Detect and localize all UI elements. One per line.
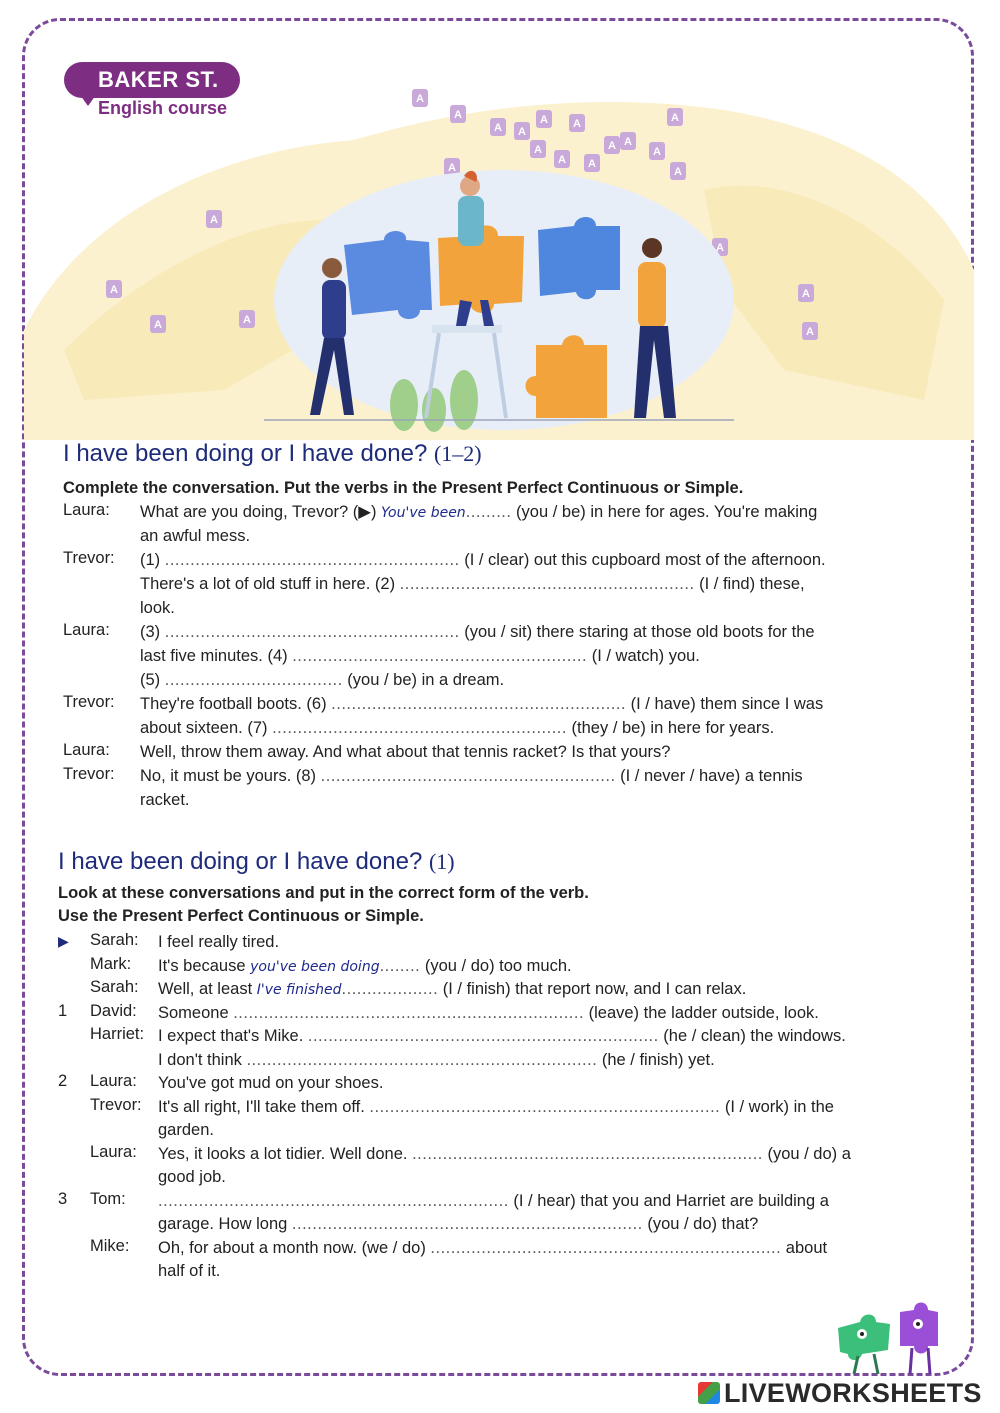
- dialogue-line: [140, 741, 670, 763]
- speaker-label: Harriet:: [90, 1025, 145, 1043]
- map-marker-label: A: [534, 144, 542, 156]
- verb-hint: (you / sit) there staring at those old boots for the: [459, 623, 815, 641]
- map-marker-label: A: [806, 326, 814, 338]
- dialogue-line: [140, 525, 250, 547]
- line-text: (1): [140, 551, 165, 569]
- line-text: an awful mess.: [140, 527, 251, 545]
- answer-blank[interactable]: .....................................................................: [430, 1238, 782, 1257]
- dialogue-line: [158, 1237, 827, 1259]
- dialogue-line: [158, 1096, 834, 1118]
- dialogue-line: [140, 789, 190, 811]
- liveworksheets-brand: [698, 1378, 982, 1409]
- speaker-label: Trevor:: [63, 765, 115, 783]
- line-text: half of it.: [158, 1262, 221, 1280]
- dialogue-line: [158, 978, 746, 1001]
- answer-blank[interactable]: .....................................................................: [412, 1144, 763, 1163]
- line-text: Someone: [158, 1003, 234, 1022]
- line-text: garden.: [158, 1121, 214, 1139]
- speaker-label: Sarah:: [90, 931, 139, 949]
- line-text: What are you doing, Trevor? (▶): [140, 503, 382, 521]
- dialogue-line: [158, 1049, 715, 1071]
- line-text: good job.: [158, 1168, 226, 1186]
- speaker-label: Laura:: [90, 1142, 137, 1161]
- answer-text: You've been: [381, 505, 466, 521]
- verb-hint: (I / work) in the: [720, 1097, 834, 1116]
- map-marker-label: A: [243, 314, 251, 326]
- liveworksheets-logo-icon: [698, 1382, 720, 1404]
- line-text: about sixteen. (7): [140, 719, 273, 737]
- map-marker-label: A: [608, 140, 616, 152]
- line-text: You've got mud on your shoes.: [158, 1074, 384, 1092]
- exercise2-title: [58, 848, 455, 876]
- exercise2-range: (1): [428, 849, 455, 874]
- exercise2-title-text: I have been doing or I have done?: [58, 848, 423, 875]
- map-marker-label: A: [573, 118, 581, 130]
- speaker-label: Laura:: [63, 741, 110, 759]
- dialogue-line: [158, 931, 279, 953]
- line-text: There's a lot of old stuff in here. (2): [140, 575, 400, 593]
- line-text: They're football boots. (6): [140, 695, 332, 713]
- map-marker-label: A: [494, 122, 502, 134]
- item-number: 1: [58, 1001, 68, 1020]
- line-text: (5): [140, 671, 165, 689]
- dialogue-line: [158, 1025, 846, 1047]
- map-marker-label: A: [416, 93, 424, 105]
- speaker-label: Laura:: [63, 501, 110, 519]
- dialogue-line: [140, 765, 803, 787]
- answer-blank[interactable]: .....................................................................: [246, 1050, 598, 1069]
- verb-hint: (leave) the ladder outside, look.: [584, 1003, 819, 1022]
- answer-blank[interactable]: ..........................................................: [399, 575, 695, 593]
- speaker-label: Trevor:: [63, 693, 115, 711]
- dialogue-line: [140, 717, 774, 739]
- speaker-label: Laura:: [63, 621, 110, 639]
- map-marker-label: A: [653, 146, 661, 158]
- map-marker-label: A: [558, 154, 566, 166]
- map-marker-label: A: [716, 242, 724, 254]
- verb-hint: (I / have) them since I was: [626, 695, 824, 713]
- verb-hint: (you / be) in a dream.: [342, 671, 505, 689]
- answer-text: I've finished: [256, 982, 342, 998]
- verb-hint: (I / never / have) a tennis: [615, 767, 803, 785]
- verb-hint: (he / finish) yet.: [597, 1050, 715, 1069]
- dialogue-line: [158, 1213, 758, 1235]
- dialogue-line: [140, 693, 823, 715]
- answer-blank[interactable]: .....................................................................: [158, 1191, 509, 1210]
- map-marker-label: A: [802, 288, 810, 300]
- answer-blank[interactable]: .........: [465, 503, 512, 521]
- dialogue-line: [158, 1143, 851, 1165]
- answer-blank[interactable]: ........: [379, 956, 421, 975]
- dialogue-line: [140, 669, 504, 691]
- line-text: Well, throw them away. And what about that tennis racket? Is that yours?: [140, 743, 671, 761]
- speaker-label: Sarah:: [90, 978, 139, 996]
- item-number: ▶: [58, 933, 69, 949]
- map-marker-label: A: [448, 162, 456, 174]
- dialogue-line: [140, 501, 817, 524]
- exercise2-instructions-line1: Look at these conversations and put in the correct form of the verb.: [58, 884, 589, 902]
- map-marker-label: A: [674, 166, 682, 178]
- line-text: garage. How long: [158, 1215, 292, 1233]
- answer-text: you've been doing: [250, 958, 380, 975]
- puzzle-piece-blue-left: [344, 231, 432, 319]
- verb-hint: (I / hear) that you and Harriet are building a: [508, 1191, 829, 1210]
- answer-blank[interactable]: ...................................: [164, 671, 343, 689]
- verb-hint: about: [781, 1238, 828, 1257]
- dialogue-line: [140, 573, 805, 595]
- map-marker-label: A: [588, 158, 596, 170]
- dialogue-line: [158, 1002, 819, 1024]
- line-text: last five minutes. (4): [140, 647, 293, 665]
- dialogue-line: [158, 1260, 220, 1282]
- exercise1-title: [63, 440, 482, 468]
- logo-subtitle: English course: [98, 98, 228, 118]
- speaker-label: Trevor:: [63, 549, 115, 567]
- answer-blank[interactable]: ..........................................................: [292, 647, 588, 665]
- line-text: look.: [140, 599, 175, 617]
- answer-blank[interactable]: .....................................................................: [369, 1097, 721, 1116]
- speaker-label: Trevor:: [90, 1095, 142, 1114]
- map-marker-label: A: [671, 112, 679, 124]
- line-text: Oh, for about a month now. (we / do): [158, 1238, 431, 1257]
- line-text: I feel really tired.: [158, 933, 280, 951]
- dialogue-line: [140, 597, 175, 619]
- line-text: It's because: [158, 956, 251, 975]
- verb-hint: (they / be) in here for years.: [566, 719, 775, 737]
- logo-brand: BAKER ST.: [64, 62, 240, 98]
- liveworksheets-wordmark: LIVEWORKSHEETS: [724, 1378, 982, 1408]
- line-text: Yes, it looks a lot tidier. Well done.: [158, 1144, 413, 1163]
- verb-hint: (I / finish) that report now, and I can relax.: [438, 980, 747, 998]
- dialogue-line: [158, 1190, 829, 1212]
- line-text: No, it must be yours. (8): [140, 767, 321, 785]
- speaker-label: Tom:: [90, 1189, 126, 1208]
- answer-blank[interactable]: .....................................................................: [307, 1027, 659, 1045]
- verb-hint: (you / be) in here for ages. You're making: [511, 503, 818, 521]
- line-text: I expect that's Mike.: [158, 1027, 308, 1045]
- verb-hint: (I / watch) you.: [587, 647, 700, 665]
- verb-hint: (I / find) these,: [694, 575, 805, 593]
- line-text: It's all right, I'll take them off.: [158, 1097, 370, 1116]
- exercise1-range: (1–2): [433, 441, 482, 466]
- puzzle-mascots: [830, 1298, 950, 1378]
- dialogue-line: [158, 1119, 214, 1141]
- dialogue-line: [158, 955, 572, 978]
- answer-blank[interactable]: ..........................................................: [331, 695, 627, 713]
- dialogue-line: [140, 645, 700, 667]
- puzzle-piece-blue-right: [538, 217, 620, 299]
- map-marker-label: A: [110, 284, 118, 296]
- answer-blank[interactable]: ...................: [341, 980, 439, 998]
- verb-hint: (I / clear) out this cupboard most of the afternoon.: [459, 551, 826, 569]
- answer-blank[interactable]: .....................................................................: [233, 1003, 585, 1022]
- answer-blank[interactable]: ..........................................................: [320, 767, 616, 785]
- puzzle-piece-orange-bottom: [526, 335, 608, 418]
- verb-hint: (you / do) too much.: [420, 956, 572, 975]
- verb-hint: (he / clean) the windows.: [658, 1027, 846, 1045]
- verb-hint: (you / do) that?: [642, 1215, 759, 1233]
- answer-blank[interactable]: ..........................................................: [272, 719, 567, 737]
- map-marker-label: A: [454, 109, 462, 121]
- dialogue-line: [158, 1072, 383, 1094]
- map-marker-label: A: [624, 136, 632, 148]
- verb-hint: (you / do) a: [762, 1144, 851, 1163]
- line-text: I don't think: [158, 1050, 247, 1069]
- item-number: 2: [58, 1072, 68, 1090]
- line-text: racket.: [140, 791, 190, 809]
- hero-illustration: [24, 70, 974, 440]
- speaker-label: Laura:: [90, 1072, 137, 1090]
- exercise2-instructions-line2: Use the Present Perfect Continuous or Simple.: [58, 907, 424, 925]
- speaker-label: Mike:: [90, 1236, 130, 1255]
- line-text: (3): [140, 623, 165, 641]
- exercise1-instructions: Complete the conversation. Put the verbs in the Present Perfect Continuous or Simple.: [63, 479, 744, 497]
- dialogue-line: [140, 549, 826, 571]
- map-marker-label: A: [210, 214, 218, 226]
- map-marker-label: A: [518, 126, 526, 138]
- map-marker-label: A: [154, 319, 162, 331]
- answer-blank[interactable]: .....................................................................: [291, 1215, 643, 1233]
- item-number: 3: [58, 1189, 68, 1208]
- dialogue-line: [158, 1166, 226, 1188]
- speaker-label: Mark:: [90, 954, 132, 973]
- dialogue-line: [140, 621, 815, 643]
- answer-blank[interactable]: ..........................................................: [164, 551, 460, 569]
- speaker-label: David:: [90, 1001, 137, 1020]
- line-text: Well, at least: [158, 980, 257, 998]
- exercise1-title-text: I have been doing or I have done?: [63, 440, 428, 467]
- answer-blank[interactable]: ..........................................................: [164, 623, 460, 641]
- map-marker-label: A: [540, 114, 548, 126]
